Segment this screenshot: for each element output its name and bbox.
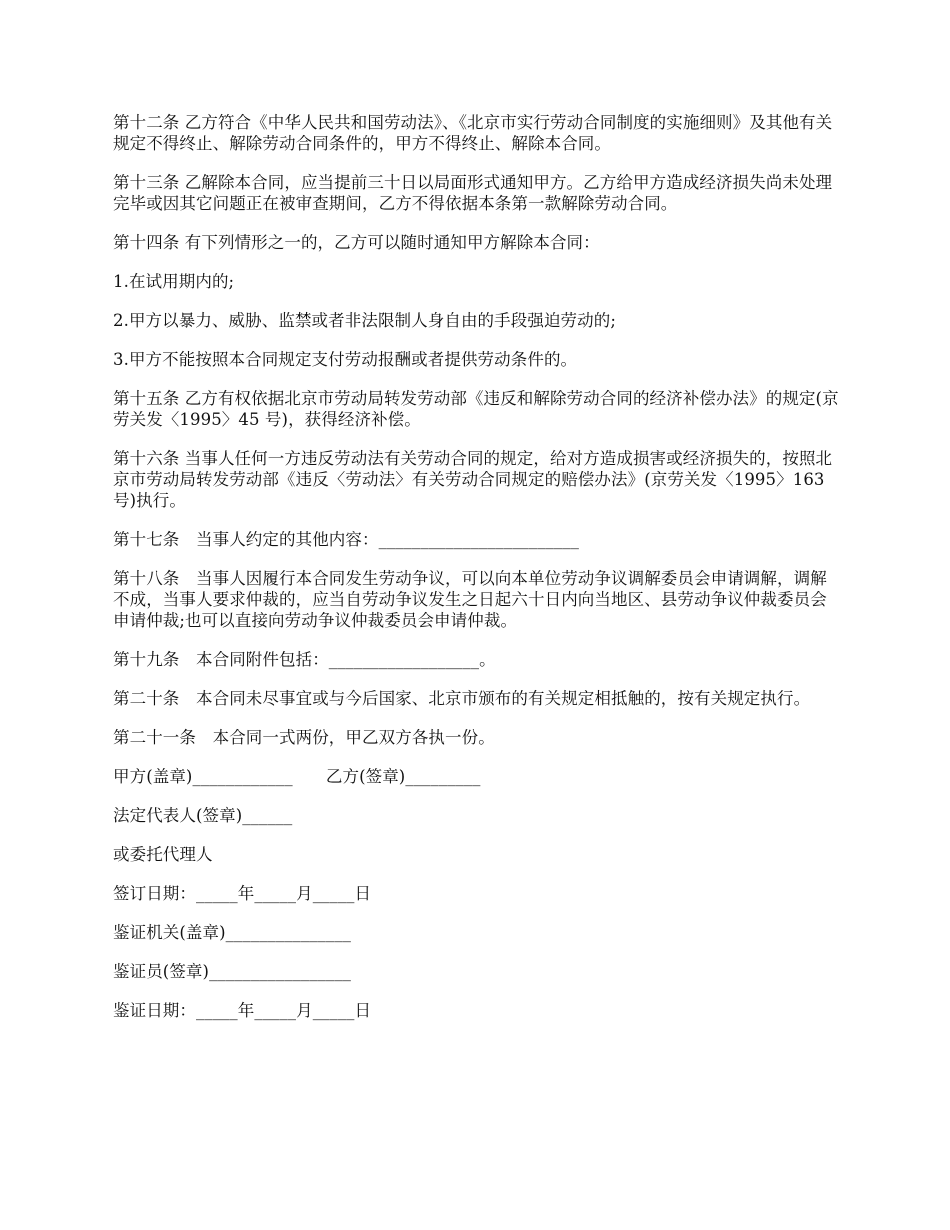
article-15: 第十五条 乙方有权依据北京市劳动局转发劳动部《违反和解除劳动合同的经济补偿办法》的规定(京劳关发〈1995〉45 号)，获得经济补偿。 <box>113 389 839 429</box>
article-20: 第二十条 本合同未尽事宜或与今后国家、北京市颁布的有关规定相抵触的，按有关规定执行。 <box>113 689 811 708</box>
certification-authority-seal: 鉴证机关(盖章)_______________ <box>113 923 351 942</box>
signing-date: 签订日期：_____年_____月_____日 <box>113 884 372 903</box>
article-12: 第十二条 乙方符合《中华人民共和国劳动法》、《北京市实行劳动合同制度的实施细则》及其他有关规定不得终止、解除劳动合同条件的，甲方不得终止、解除本合同。 <box>113 113 833 153</box>
certifier-signature: 鉴证员(签章)_________________ <box>113 962 352 981</box>
certification-date: 鉴证日期：_____年_____月_____日 <box>113 1001 372 1020</box>
legal-representative-signature: 法定代表人(签章)______ <box>113 806 293 825</box>
article-17: 第十七条 当事人约定的其他内容：________________________ <box>113 530 579 549</box>
article-14: 第十四条 有下列情形之一的，乙方可以随时通知甲方解除本合同： <box>113 233 600 252</box>
party-signatures: 甲方(盖章)____________ 乙方(签章)_________ <box>113 767 481 786</box>
article-21: 第二十一条 本合同一式两份，甲乙双方各执一份。 <box>113 728 495 747</box>
article-19: 第十九条 本合同附件包括：__________________。 <box>113 650 496 669</box>
article-14-item-3: 3.甲方不能按照本合同规定支付劳动报酬或者提供劳动条件的。 <box>113 350 578 369</box>
authorized-agent: 或委托代理人 <box>113 845 213 864</box>
article-14-item-1: 1.在试用期内的; <box>113 272 235 291</box>
article-16: 第十六条 当事人任何一方违反劳动法有关劳动合同的规定，给对方造成损害或经济损失的，按照北京市劳动局转发劳动部《违反〈劳动法〉有关劳动合同规定的赔偿办法》(京劳关发〈1995〉163 号)执行。 <box>113 449 833 510</box>
article-18: 第十八条 当事人因履行本合同发生劳动争议，可以向本单位劳动争议调解委员会申请调解，调解不成，当事人要求仲裁的，应当自劳动争议发生之日起六十日内向当地区、县劳动争议仲裁委员会申请仲裁;也可以直接向劳动争议仲裁委员会申请仲裁。 <box>113 569 827 630</box>
article-14-item-2: 2.甲方以暴力、威胁、监禁或者非法限制人身自由的手段强迫劳动的; <box>113 311 617 330</box>
article-13: 第十三条 乙解除本合同，应当提前三十日以局面形式通知甲方。乙方给甲方造成经济损失尚未处理完毕或因其它问题正在被审查期间，乙方不得依据本条第一款解除劳动合同。 <box>113 173 833 213</box>
